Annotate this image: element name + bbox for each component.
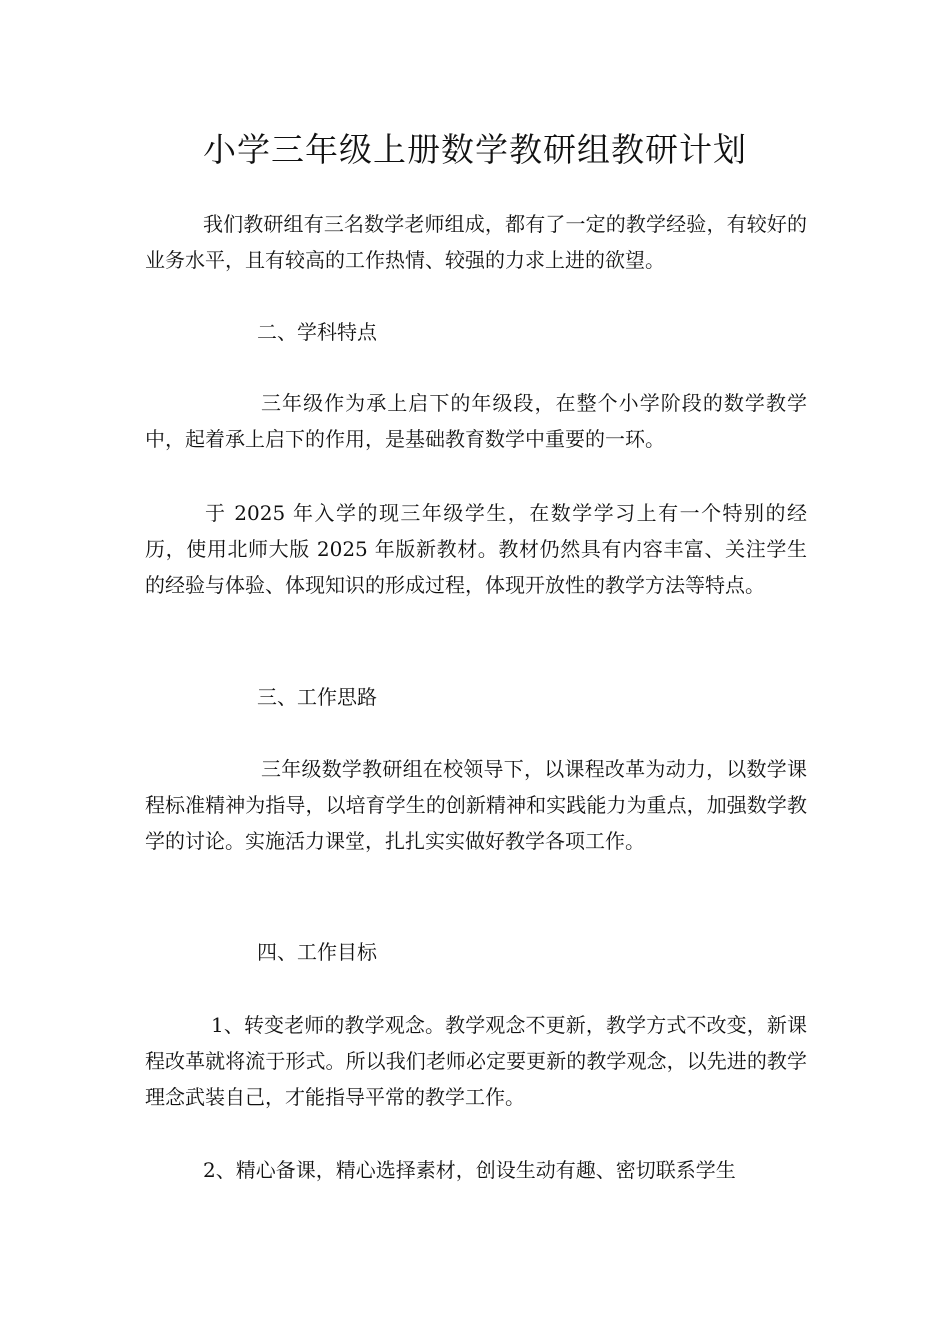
intro-paragraph: 我们教研组有三名数学老师组成，都有了一定的教学经验，有较好的业务水平，且有较高的工作热情、较强的力求上进的欲望。 xyxy=(145,212,807,272)
subject-features-paragraph-2: 于 2025 年入学的现三年级学生，在数学学习上有一个特别的经历，使用北师大版 2025 年版新教材。教材仍然具有内容丰富、关注学生的经验与体验、体现知识的形成过程，体现开放性的教学方法等特点。 xyxy=(145,501,807,597)
section-heading-work-goals: 四、工作目标 xyxy=(257,940,377,964)
work-approach-paragraph: 三年级数学教研组在校领导下，以课程改革为动力，以数学课程标准精神为指导，以培育学生的创新精神和实践能力为重点，加强数学教学的讨论。实施活力课堂，扎扎实实做好教学各项工作。 xyxy=(145,757,807,853)
section-heading-work-approach: 三、工作思路 xyxy=(257,685,377,709)
document-title: 小学三年级上册数学教研组教研计划 xyxy=(203,130,747,169)
work-goal-item-1: 1、转变老师的教学观念。教学观念不更新，教学方式不改变，新课程改革就将流于形式。所以我们老师必定要更新的教学观念，以先进的教学理念武装自己，才能指导平常的教学工作。 xyxy=(145,1013,807,1109)
work-goal-item-2: 2、精心备课，精心选择素材，创设生动有趣、密切联系学生 xyxy=(203,1158,736,1182)
subject-features-paragraph-1: 三年级作为承上启下的年级段，在整个小学阶段的数学教学中，起着承上启下的作用，是基础教育数学中重要的一环。 xyxy=(145,391,807,451)
section-heading-subject-features: 二、学科特点 xyxy=(257,320,377,344)
